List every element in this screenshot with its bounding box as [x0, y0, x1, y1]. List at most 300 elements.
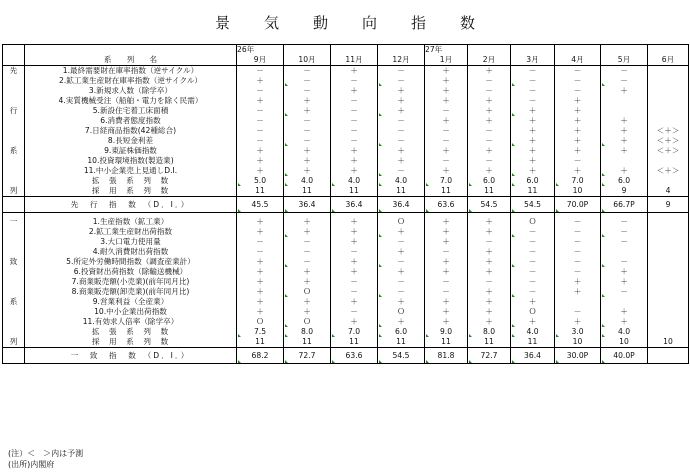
expand-value: 4.0	[378, 176, 425, 186]
table-row	[3, 267, 689, 277]
value-cell: ＋	[284, 146, 331, 156]
value-cell: ＋	[378, 227, 425, 237]
blank-cell	[284, 45, 331, 56]
coincident-di-label: 一 致 指 数 （D．I．）	[25, 348, 237, 364]
leading-side-label	[3, 76, 25, 86]
di-value: 36.4	[511, 348, 555, 364]
leading-side-label	[3, 156, 25, 166]
value-cell: －	[511, 247, 555, 257]
value-cell: ＋	[237, 166, 284, 176]
value-cell: ＋	[468, 247, 511, 257]
value-cell: －	[284, 257, 331, 267]
value-cell: ＋	[468, 267, 511, 277]
series-name: 11.有効求人倍率（除学卒）	[25, 317, 237, 327]
value-cell: ＋	[555, 106, 601, 116]
month-header: 6月	[648, 55, 689, 66]
value-cell: ＋	[468, 106, 511, 116]
expand-value	[648, 176, 689, 186]
value-cell: ＋	[425, 146, 468, 156]
value-cell	[601, 247, 648, 257]
value-cell: ＋	[555, 96, 601, 106]
blank-cell	[331, 45, 378, 56]
value-cell: ＋	[468, 257, 511, 267]
coincident-side-label	[3, 237, 25, 247]
value-cell: ＋	[425, 307, 468, 317]
value-cell: ＜＋＞	[648, 126, 689, 136]
value-cell: ＋	[601, 166, 648, 176]
di-value: 36.4	[331, 197, 378, 213]
cell-marker-icon	[379, 360, 382, 363]
value-cell: ＋	[378, 86, 425, 96]
di-value: 68.2	[237, 348, 284, 364]
value-cell: －	[468, 237, 511, 247]
value-cell: ＋	[425, 317, 468, 327]
series-name: 8.長短金利差	[25, 136, 237, 146]
value-cell: －	[555, 76, 601, 86]
value-cell: －	[468, 277, 511, 287]
coincident-side-label	[3, 277, 25, 287]
value-cell: ＋	[425, 166, 468, 176]
table-row	[3, 106, 689, 116]
value-cell: －	[331, 287, 378, 297]
value-cell	[648, 307, 689, 317]
value-cell: ＋	[425, 257, 468, 267]
value-cell: －	[511, 227, 555, 237]
table-row	[3, 166, 689, 176]
expand-row	[3, 176, 689, 186]
month-header: 3月	[511, 55, 555, 66]
value-cell: ＋	[284, 267, 331, 277]
adopt-value: 10	[601, 337, 648, 348]
value-cell: ＋	[284, 106, 331, 116]
value-cell	[648, 66, 689, 77]
di-value: 63.6	[425, 197, 468, 213]
value-cell: ＋	[555, 116, 601, 126]
value-cell: ＋	[331, 317, 378, 327]
table-row	[3, 76, 689, 86]
series-name: 3.大口電力使用量	[25, 237, 237, 247]
series-name: 5.所定外労働時間指数（調査産業計）	[25, 257, 237, 267]
value-cell: －	[284, 247, 331, 257]
table-row	[3, 237, 689, 247]
adopt-value: 11	[237, 337, 284, 348]
value-cell: ＋	[237, 156, 284, 166]
value-cell: ＋	[468, 227, 511, 237]
expand-value: 9.0	[425, 327, 468, 337]
value-cell: Ｏ	[284, 287, 331, 297]
value-cell: ＋	[468, 317, 511, 327]
value-cell: －	[331, 126, 378, 136]
value-cell: Ｏ	[237, 317, 284, 327]
value-cell: ＋	[378, 146, 425, 156]
value-cell: －	[601, 287, 648, 297]
value-cell: ＋	[468, 116, 511, 126]
value-cell: ＋	[425, 237, 468, 247]
coincident-di-row	[3, 348, 689, 364]
cell-marker-icon	[238, 360, 241, 363]
value-cell: ＋	[511, 166, 555, 176]
value-cell: ＋	[601, 317, 648, 327]
value-cell: Ｏ	[378, 217, 425, 227]
value-cell: －	[555, 217, 601, 227]
series-name: 9.営業利益（全産業）	[25, 297, 237, 307]
value-cell: －	[425, 126, 468, 136]
expand-value: 7.0	[555, 176, 601, 186]
value-cell: ＋	[237, 307, 284, 317]
name-header-blank	[25, 45, 237, 56]
blank-cell	[511, 45, 555, 56]
adopt-value: 11	[511, 186, 555, 197]
series-name: 10.中小企業出荷指数	[25, 307, 237, 317]
leading-di-label: 先 行 指 数 （D．I．）	[25, 197, 237, 213]
value-cell: －	[378, 257, 425, 267]
di-value: 45.5	[237, 197, 284, 213]
blank-cell	[555, 45, 601, 56]
value-cell: －	[511, 267, 555, 277]
month-header: 2月	[468, 55, 511, 66]
di-value: 70.0P	[555, 197, 601, 213]
blank-cell	[468, 45, 511, 56]
value-cell: ＜＋＞	[648, 146, 689, 156]
value-cell: ＋	[468, 297, 511, 307]
value-cell: ＋	[601, 277, 648, 287]
year-header-row	[3, 45, 689, 56]
value-cell: ＋	[425, 66, 468, 77]
value-cell: －	[601, 66, 648, 77]
coincident-side-label	[3, 267, 25, 277]
value-cell: ＋	[237, 277, 284, 287]
value-cell: ＋	[331, 227, 378, 237]
adopt-value: 10	[555, 186, 601, 197]
value-cell: ＋	[555, 287, 601, 297]
table-row	[3, 297, 689, 307]
table-row	[3, 287, 689, 297]
leading-di-row	[3, 197, 689, 213]
value-cell	[648, 297, 689, 307]
table-row	[3, 116, 689, 126]
cell-marker-icon	[602, 360, 605, 363]
value-cell: －	[425, 277, 468, 287]
value-cell: ＋	[237, 146, 284, 156]
value-cell: －	[555, 86, 601, 96]
adopt-value: 11	[331, 337, 378, 348]
value-cell: ＋	[331, 66, 378, 77]
expand-label: 拡 張 系 列 数	[25, 176, 237, 186]
value-cell	[648, 317, 689, 327]
adopt-value: 11	[237, 186, 284, 197]
value-cell: ＋	[555, 136, 601, 146]
value-cell: －	[511, 66, 555, 77]
value-cell	[648, 217, 689, 227]
value-cell: ＋	[284, 156, 331, 166]
value-cell: －	[468, 136, 511, 146]
value-cell: ＋	[511, 317, 555, 327]
expand-value: 6.0	[468, 176, 511, 186]
blank-cell	[378, 45, 425, 56]
value-cell: ＋	[284, 227, 331, 237]
value-cell: ＋	[331, 257, 378, 267]
leading-side-label	[3, 116, 25, 126]
expand-value: 4.0	[601, 327, 648, 337]
coincident-side-label	[3, 247, 25, 257]
value-cell: －	[284, 66, 331, 77]
value-cell: ＋	[378, 106, 425, 116]
adopt-value: 11	[284, 337, 331, 348]
value-cell: －	[378, 166, 425, 176]
value-cell: ＋	[425, 267, 468, 277]
table-row	[3, 247, 689, 257]
adopt-value: 11	[425, 337, 468, 348]
value-cell: ＋	[601, 307, 648, 317]
value-cell	[648, 96, 689, 106]
series-name: 6.投資財出荷指数（除輸送機械）	[25, 267, 237, 277]
blank-cell	[3, 197, 25, 213]
value-cell: ＋	[331, 146, 378, 156]
table-row	[3, 227, 689, 237]
title-char: 向	[362, 14, 378, 32]
coincident-side-label	[3, 287, 25, 297]
value-cell	[601, 106, 648, 116]
value-cell: －	[284, 116, 331, 126]
month-header: 1月	[425, 55, 468, 66]
value-cell: ＋	[425, 217, 468, 227]
value-cell: ＋	[511, 297, 555, 307]
expand-value	[648, 327, 689, 337]
expand-value: 4.0	[284, 176, 331, 186]
expand-value: 7.0	[331, 327, 378, 337]
value-cell	[648, 237, 689, 247]
value-cell: ＋	[284, 217, 331, 227]
leading-side-label: 先	[3, 66, 25, 77]
source-note: (出所)内閣府	[8, 460, 55, 469]
series-name-header: 系 列 名	[25, 55, 237, 66]
di-value: 81.8	[425, 348, 468, 364]
series-name: 4.実質機械受注（船舶・電力を除く民需）	[25, 96, 237, 106]
table-row	[3, 317, 689, 327]
value-cell: ＋	[331, 237, 378, 247]
value-cell: －	[511, 287, 555, 297]
value-cell: －	[555, 257, 601, 267]
expand-row	[3, 327, 689, 337]
month-header-row	[3, 55, 689, 66]
cell-marker-icon	[285, 360, 288, 363]
value-cell: ＋	[601, 267, 648, 277]
value-cell: ＋	[555, 166, 601, 176]
value-cell: ＋	[425, 116, 468, 126]
value-cell: ＋	[468, 217, 511, 227]
value-cell: ＋	[468, 96, 511, 106]
value-cell: ＋	[237, 287, 284, 297]
value-cell: ＜＋＞	[648, 136, 689, 146]
di-value: 54.5	[511, 197, 555, 213]
leading-side-label	[3, 176, 25, 186]
value-cell: ＋	[331, 297, 378, 307]
expand-value: 7.0	[425, 176, 468, 186]
value-cell	[648, 267, 689, 277]
series-name: 3.新規求人数（除学卒）	[25, 86, 237, 96]
value-cell: ＋	[511, 156, 555, 166]
forecast-note: (注）＜ ＞内は予測	[8, 449, 84, 458]
di-value: 30.0P	[555, 348, 601, 364]
value-cell: －	[425, 247, 468, 257]
value-cell: －	[468, 156, 511, 166]
value-cell: －	[331, 277, 378, 287]
adopt-label: 採 用 系 列 数	[25, 337, 237, 348]
value-cell	[555, 297, 601, 307]
page-title	[0, 12, 690, 33]
di-value: 9	[648, 197, 689, 213]
value-cell: －	[378, 126, 425, 136]
value-cell: Ｏ	[284, 317, 331, 327]
adopt-row	[3, 186, 689, 197]
value-cell: Ｏ	[378, 307, 425, 317]
value-cell: －	[511, 257, 555, 267]
adopt-value: 11	[468, 186, 511, 197]
adopt-row	[3, 337, 689, 348]
value-cell: －	[425, 287, 468, 297]
title-char: 指	[411, 14, 427, 32]
value-cell: －	[331, 247, 378, 257]
adopt-value: 10	[648, 337, 689, 348]
adopt-value: 10	[555, 337, 601, 348]
expand-value: 6.0	[511, 176, 555, 186]
month-header: 4月	[555, 55, 601, 66]
di-value	[648, 348, 689, 364]
leading-side-label: 列	[3, 186, 25, 197]
value-cell: Ｏ	[511, 217, 555, 227]
expand-label: 拡 張 系 列 数	[25, 327, 237, 337]
table-row	[3, 257, 689, 267]
value-cell	[601, 156, 648, 166]
value-cell: －	[237, 106, 284, 116]
expand-value: 3.0	[555, 327, 601, 337]
blank-cell	[3, 348, 25, 364]
coincident-side-label	[3, 317, 25, 327]
value-cell	[648, 247, 689, 257]
month-header: 9月	[237, 55, 284, 66]
value-cell: －	[284, 136, 331, 146]
leading-side-label	[3, 136, 25, 146]
title-char: 数	[460, 14, 476, 32]
adopt-value: 11	[511, 337, 555, 348]
value-cell: －	[237, 136, 284, 146]
value-cell: ＋	[425, 86, 468, 96]
di-value: 54.5	[378, 348, 425, 364]
value-cell	[648, 257, 689, 267]
cell-marker-icon	[332, 360, 335, 363]
cell-marker-icon	[469, 360, 472, 363]
value-cell: ＋	[331, 217, 378, 227]
di-value: 36.4	[378, 197, 425, 213]
value-cell: －	[511, 76, 555, 86]
di-value: 36.4	[284, 197, 331, 213]
value-cell: －	[331, 106, 378, 116]
value-cell: ＋	[237, 76, 284, 86]
value-cell	[601, 297, 648, 307]
month-header: 12月	[378, 55, 425, 66]
value-cell: －	[284, 86, 331, 96]
value-cell: ＋	[425, 76, 468, 86]
di-value: 63.6	[331, 348, 378, 364]
table-row	[3, 277, 689, 287]
value-cell: ＋	[378, 156, 425, 166]
coincident-side-label	[3, 227, 25, 237]
value-cell: ＋	[237, 297, 284, 307]
value-cell: ＋	[555, 317, 601, 327]
value-cell	[648, 227, 689, 237]
value-cell: －	[284, 76, 331, 86]
value-cell: ＋	[468, 166, 511, 176]
value-cell: ＋	[425, 297, 468, 307]
value-cell: －	[555, 307, 601, 317]
year-label-26: 26年	[237, 45, 284, 56]
value-cell	[648, 106, 689, 116]
series-name: 1.生産指数（鉱工業）	[25, 217, 237, 227]
value-cell: ＋	[378, 267, 425, 277]
value-cell: ＋	[468, 307, 511, 317]
value-cell: －	[331, 96, 378, 106]
series-name: 4.耐久消費財出荷指数	[25, 247, 237, 257]
value-cell: －	[237, 86, 284, 96]
value-cell: －	[555, 66, 601, 77]
adopt-value: 11	[284, 186, 331, 197]
value-cell: －	[425, 136, 468, 146]
adopt-value: 11	[425, 186, 468, 197]
value-cell: －	[601, 237, 648, 247]
value-cell: －	[378, 76, 425, 86]
value-cell: ＋	[237, 257, 284, 267]
value-cell	[648, 277, 689, 287]
value-cell: －	[284, 126, 331, 136]
value-cell: －	[555, 237, 601, 247]
value-cell: ＋	[511, 126, 555, 136]
expand-value: 5.0	[237, 176, 284, 186]
value-cell: －	[425, 156, 468, 166]
value-cell: －	[468, 86, 511, 96]
value-cell: －	[378, 136, 425, 146]
value-cell: －	[331, 76, 378, 86]
corner-cell	[3, 45, 25, 56]
value-cell: ＋	[284, 166, 331, 176]
value-cell: －	[331, 307, 378, 317]
value-cell: ＋	[555, 146, 601, 156]
adopt-value: 11	[378, 186, 425, 197]
value-cell: ＋	[468, 66, 511, 77]
adopt-value: 11	[378, 337, 425, 348]
corner-cell	[3, 55, 25, 66]
expand-value: 7.5	[237, 327, 284, 337]
value-cell: －	[511, 86, 555, 96]
value-cell: ＋	[331, 267, 378, 277]
footnotes	[8, 448, 83, 470]
adopt-value: 4	[648, 186, 689, 197]
value-cell: －	[555, 267, 601, 277]
month-header: 10月	[284, 55, 331, 66]
value-cell: －	[468, 76, 511, 86]
value-cell: ＋	[468, 146, 511, 156]
expand-value: 6.0	[378, 327, 425, 337]
value-cell: －	[237, 116, 284, 126]
value-cell: －	[601, 227, 648, 237]
coincident-side-label: 致	[3, 257, 25, 267]
series-name: 11.中小企業売上見通しD.I.	[25, 166, 237, 176]
value-cell: ＋	[601, 116, 648, 126]
value-cell: －	[511, 277, 555, 287]
value-cell: ＋	[511, 146, 555, 156]
value-cell: －	[555, 156, 601, 166]
leading-side-label	[3, 126, 25, 136]
title-char: 動	[312, 14, 328, 32]
